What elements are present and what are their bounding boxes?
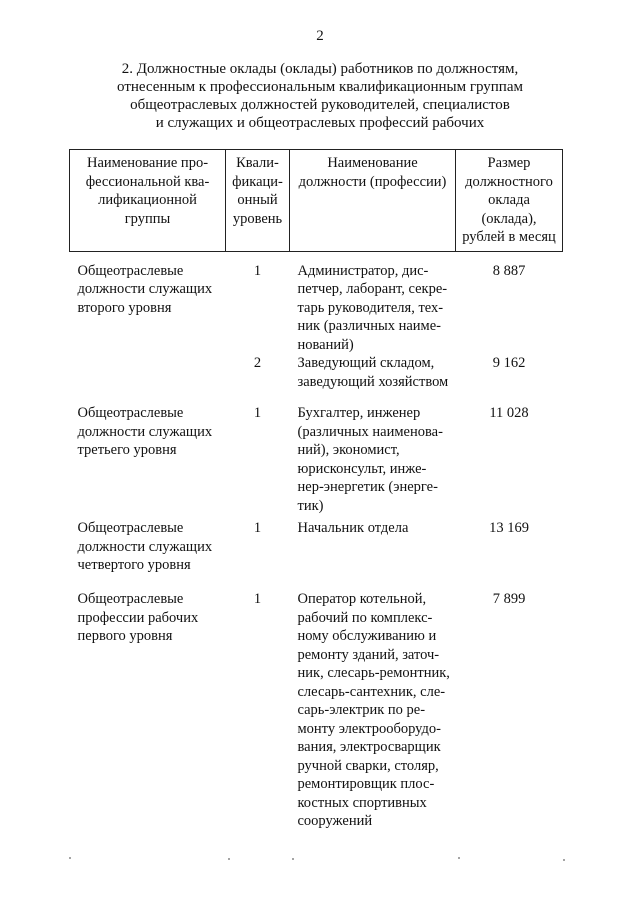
position-cell: Заведующий складом, заведующий хозяйством bbox=[297, 355, 449, 390]
salary-cell: 13 169 bbox=[489, 520, 529, 536]
group-name-cell: Общеотраслевые профессии рабочих первого уровня bbox=[77, 591, 199, 644]
heading-line: 2. Должностные оклады (оклады) работников по должностям, bbox=[121, 61, 519, 77]
salary-cell: 11 028 bbox=[489, 405, 529, 421]
table-row bbox=[70, 354, 563, 404]
position-cell: Начальник отдела bbox=[297, 520, 409, 536]
header-group-name: Наименование про- фессиональной ква- лификационной группы bbox=[70, 150, 226, 252]
level-cell: 1 bbox=[253, 262, 262, 279]
header-position-name: Наименование должности (профессии) bbox=[290, 150, 456, 252]
level-cell: 1 bbox=[253, 520, 262, 536]
position-cell: Бухгалтер, инженер (различных наименова- ний), экономист, юрисконсульт, инже- нер-энергетик (энерге- тик) bbox=[297, 405, 443, 514]
table-row bbox=[70, 519, 563, 590]
table-header-row bbox=[70, 150, 563, 252]
heading-line: и служащих и общеотраслевых профессий рабочих bbox=[155, 115, 485, 131]
heading-line: отнесенным к профессиональным квалификационным группам bbox=[117, 79, 523, 95]
group-name-cell: Общеотраслевые должности служащих четвертого уровня bbox=[77, 520, 213, 573]
heading-line: общеотраслевых должностей руководителей, специалистов bbox=[130, 97, 510, 113]
level-cell: 1 bbox=[253, 591, 262, 607]
table-row bbox=[70, 404, 563, 519]
salary-cell: 7 899 bbox=[492, 591, 526, 607]
table-row bbox=[70, 251, 563, 354]
group-name-cell bbox=[70, 354, 226, 404]
header-salary: Размер должностного оклада (оклада), рублей в месяц bbox=[456, 150, 563, 252]
group-name-cell: Общеотраслевые должности служащих третьего уровня bbox=[77, 405, 213, 458]
salary-table bbox=[69, 149, 563, 831]
position-cell: Оператор котельной, рабочий по комплекс- ному обслуживанию и ремонту зданий, заточ- ник, слесарь-ремонтник, слесарь-сантехник, сле- сарь-электрик по ре- монту электрооборудо- вания, электросварщик ручной сварки, столяр, ремонтировщик плос- костных спортивных сооружений bbox=[297, 591, 450, 829]
scan-artifact-dots bbox=[0, 857, 640, 863]
position-cell: Администратор, дис- петчер, лаборант, секре- тарь руководителя, тех- ник (различных наиме- нований) bbox=[297, 262, 448, 353]
level-cell: 2 bbox=[253, 355, 262, 371]
salary-cell: 9 162 bbox=[492, 355, 526, 371]
header-qualification-level: Квали- фикаци- онный уровень bbox=[226, 150, 290, 252]
table-row bbox=[70, 590, 563, 831]
group-name-cell: Общеотраслевые должности служащих второго уровня bbox=[77, 262, 213, 316]
page-number: 2 bbox=[316, 28, 324, 44]
level-cell: 1 bbox=[253, 405, 262, 421]
section-heading bbox=[70, 60, 570, 132]
salary-cell: 8 887 bbox=[492, 262, 526, 279]
